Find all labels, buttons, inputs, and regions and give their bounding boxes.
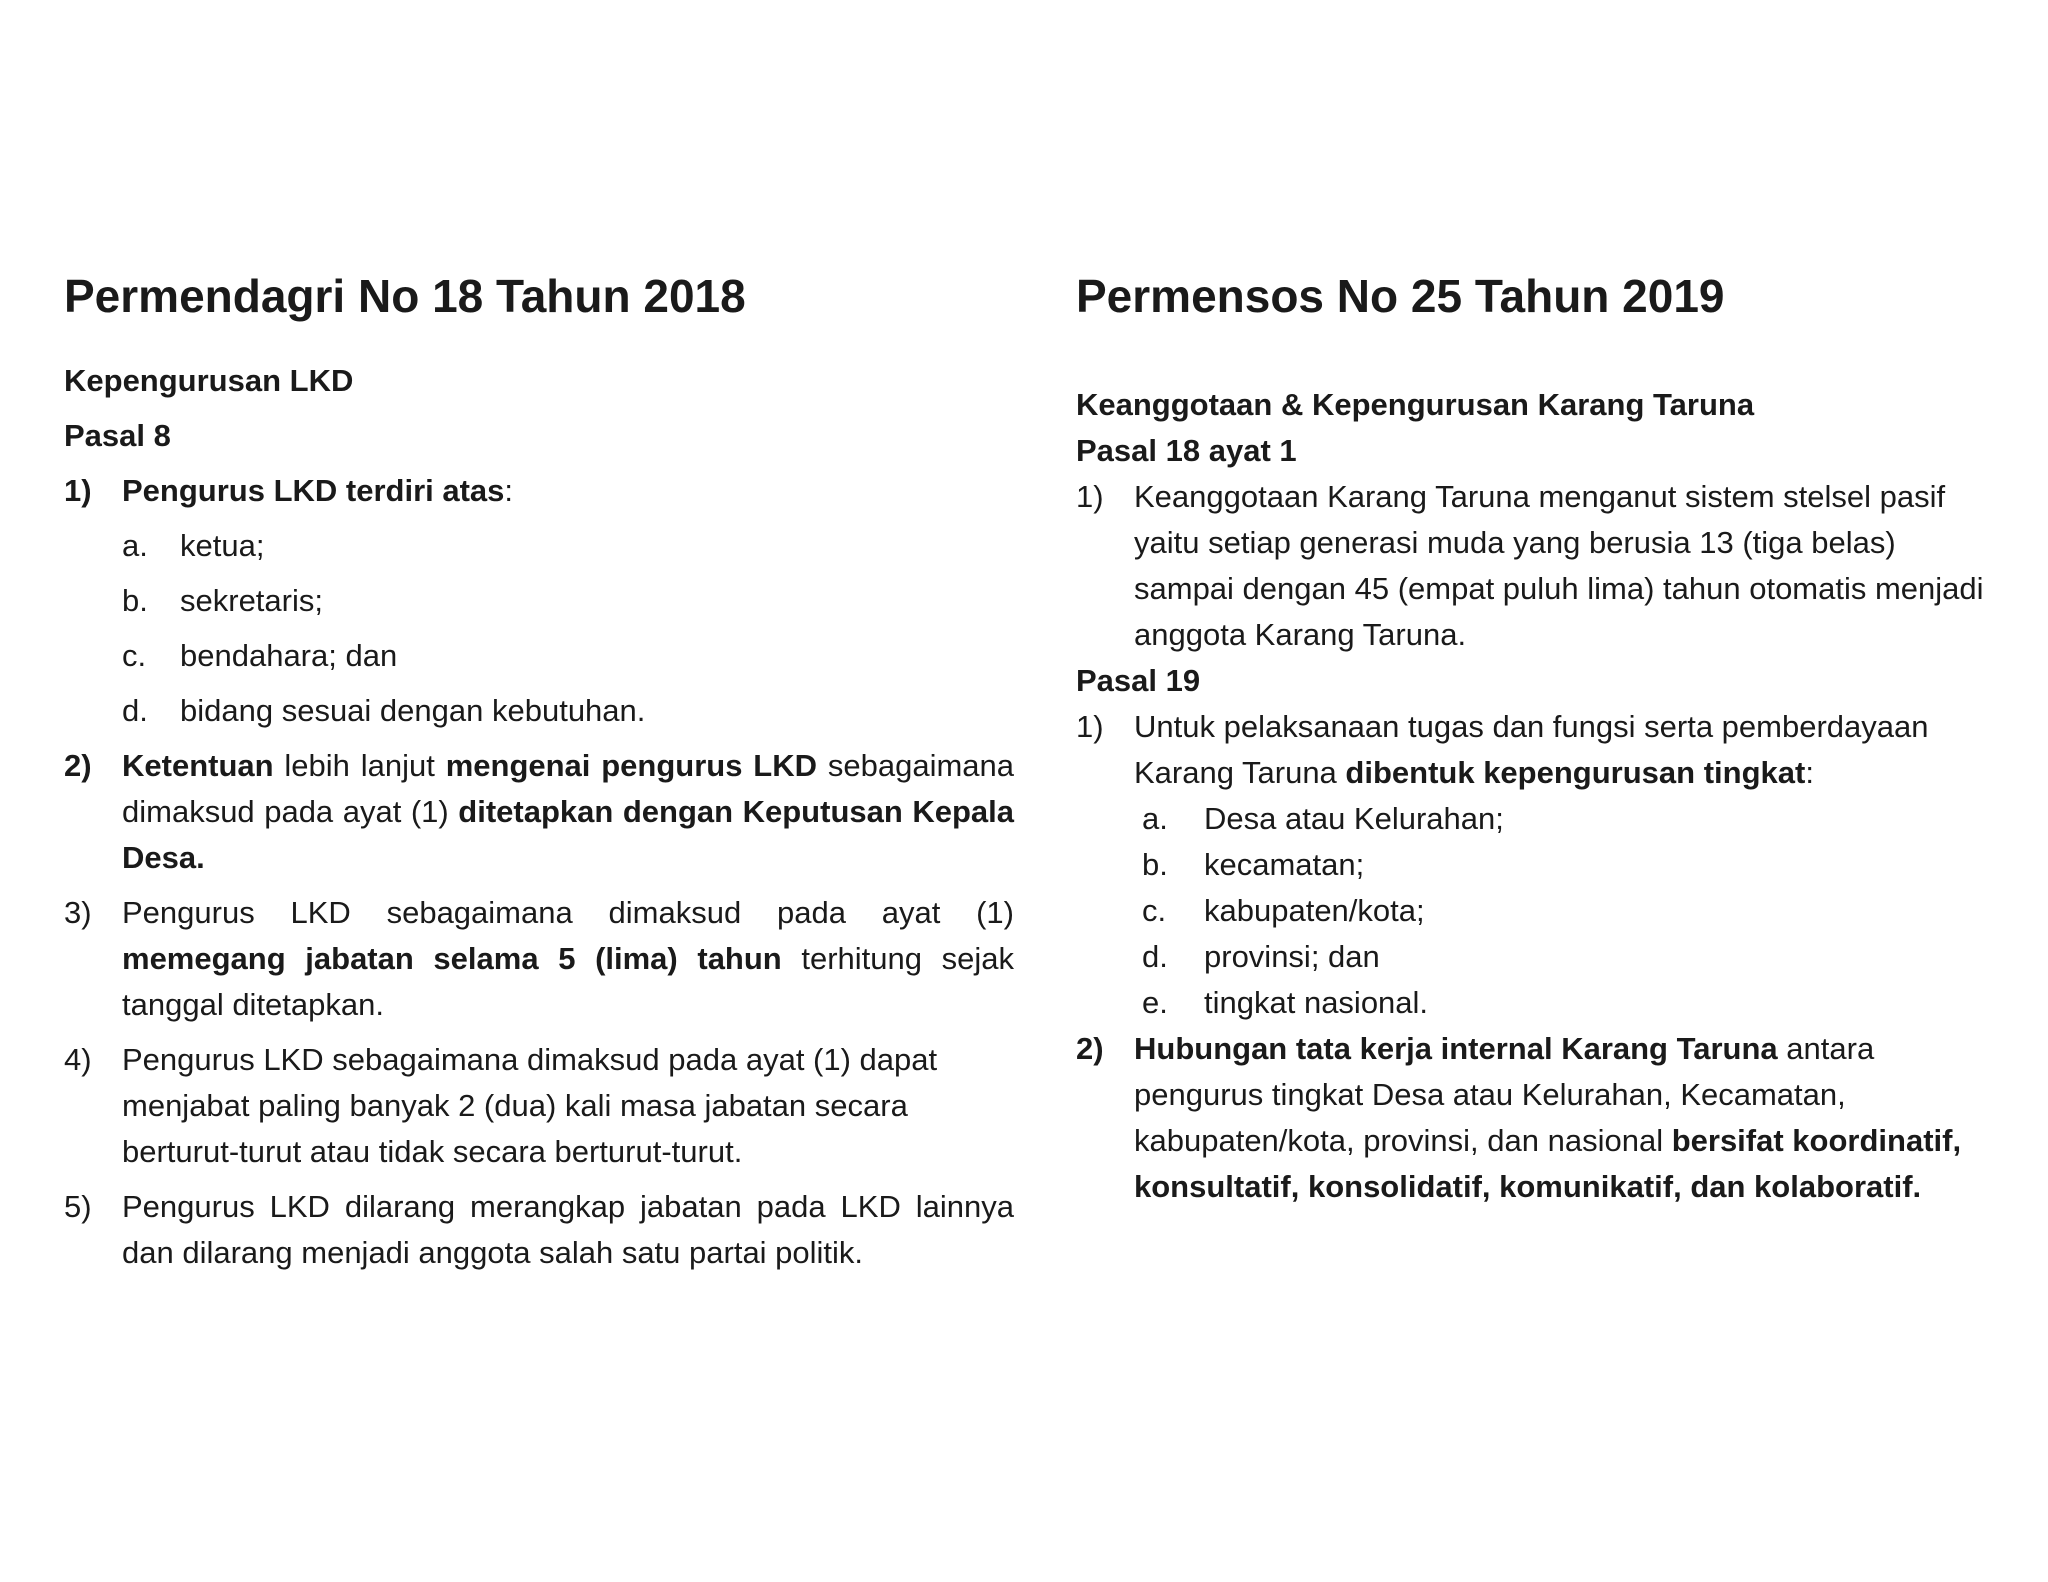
- right-pasal18-heading: Pasal 18 ayat 1: [1076, 433, 1297, 468]
- item-text: Pengurus LKD dilarang merangkap jabatan pada LKD lainnya dan dilarang menjadi anggota salah satu partai politik.: [122, 1189, 1014, 1270]
- subitem-text: bidang sesuai dengan kebutuhan.: [180, 693, 646, 728]
- item-text: Keanggotaan Karang Taruna menganut sistem stelsel pasif yaitu setiap generasi muda yang berusia 13 (tiga belas) sampai dengan 45 (empat puluh lima) tahun otomatis menjadi anggota Karang Taruna.: [1134, 479, 1984, 652]
- subitem-letter: e.: [1142, 985, 1168, 1020]
- item-number: 5): [64, 1189, 92, 1224]
- subitem-letter: c.: [122, 638, 147, 673]
- right-section-heading: Keanggotaan & Kepengurusan Karang Taruna: [1076, 387, 1755, 422]
- item-bold-text: mengenai pengurus LKD: [445, 748, 818, 783]
- item-bold-text: Pengurus LKD terdiri atas: [122, 473, 505, 508]
- left-item-4: [64, 1037, 1014, 1175]
- subitem-text: sekretaris;: [180, 583, 323, 618]
- right-subitem-e: [1076, 980, 1986, 1026]
- subitem-text: Desa atau Kelurahan;: [1204, 801, 1504, 836]
- left-section-heading: Kepengurusan LKD: [64, 363, 354, 398]
- item-bold-text: bersifat koordinatif, konsultatif, konsolidatif, komunikatif, dan kolaboratif.: [1134, 1123, 1962, 1204]
- right-subitem-b: [1076, 842, 1986, 888]
- item-number: 3): [64, 895, 92, 930]
- item-number: 4): [64, 1042, 92, 1077]
- item-bold-text: dibentuk kepengurusan tingkat: [1345, 755, 1806, 790]
- subitem-text: tingkat nasional.: [1204, 985, 1429, 1020]
- item-text: Untuk pelaksanaan tugas dan fungsi serta pemberdayaan Karang Taruna: [1134, 709, 1929, 790]
- subitem-letter: c.: [1142, 893, 1167, 928]
- left-column: [64, 268, 1014, 1276]
- subitem-text: kecamatan;: [1204, 847, 1365, 882]
- right-subitem-d: [1076, 934, 1986, 980]
- item-bold-text: Hubungan tata kerja internal Karang Taruna: [1134, 1031, 1778, 1066]
- item-text: terhitung sejak tanggal ditetapkan.: [122, 941, 1015, 1022]
- subitem-text: ketua;: [180, 528, 265, 563]
- right-title: Permensos No 25 Tahun 2019: [1076, 270, 1725, 322]
- subitem-text: bendahara; dan: [180, 638, 398, 673]
- item-text: :: [504, 473, 514, 508]
- left-subitem-b: [64, 578, 1014, 624]
- left-item-2: [64, 743, 1014, 881]
- left-title: Permendagri No 18 Tahun 2018: [64, 270, 746, 322]
- left-item-1: [64, 468, 1014, 514]
- left-item-3: [64, 890, 1014, 1028]
- subitem-text: kabupaten/kota;: [1204, 893, 1425, 928]
- item-number: 2): [1076, 1031, 1104, 1066]
- right-subitem-a: [1076, 796, 1986, 842]
- right-item-18-1: [1076, 474, 1986, 658]
- subitem-text: provinsi; dan: [1204, 939, 1380, 974]
- subitem-letter: b.: [122, 583, 148, 618]
- left-subitem-a: [64, 523, 1014, 569]
- subitem-letter: d.: [122, 693, 148, 728]
- right-subitem-c: [1076, 888, 1986, 934]
- item-bold-text: memegang jabatan selama 5 (lima) tahun: [122, 941, 782, 976]
- right-item-19-1: [1076, 704, 1986, 796]
- item-text: :: [1805, 755, 1814, 790]
- item-number: 1): [1076, 709, 1104, 744]
- right-column: [1076, 268, 1986, 1210]
- subitem-letter: d.: [1142, 939, 1168, 974]
- item-bold-text: ditetapkan dengan Keputusan Kepala Desa.: [122, 794, 1014, 875]
- right-item-19-2: [1076, 1026, 1986, 1210]
- subitem-letter: a.: [122, 528, 148, 563]
- item-number: 1): [64, 473, 92, 508]
- item-bold-text: Ketentuan: [122, 748, 274, 783]
- left-item-5: [64, 1184, 1014, 1276]
- item-text: Pengurus LKD sebagaimana dimaksud pada ayat (1): [122, 895, 1014, 930]
- item-text: lebih lanjut: [273, 748, 446, 783]
- item-number: 2): [64, 748, 92, 783]
- subitem-letter: a.: [1142, 801, 1168, 836]
- item-number: 1): [1076, 479, 1104, 514]
- subitem-letter: b.: [1142, 847, 1168, 882]
- left-subitem-d: [64, 688, 1014, 734]
- item-text: sebagaimana dimaksud pada ayat (1): [122, 748, 1015, 829]
- left-pasal-heading: Pasal 8: [64, 418, 171, 453]
- left-subitem-c: [64, 633, 1014, 679]
- item-text: antara pengurus tingkat Desa atau Kelurahan, Kecamatan, kabupaten/kota, provinsi, dan nasional: [1134, 1031, 1875, 1158]
- item-text: Pengurus LKD sebagaimana dimaksud pada ayat (1) dapat menjabat paling banyak 2 (dua) kali masa jabatan secara berturut-turut atau tidak secara berturut-turut.: [122, 1042, 938, 1169]
- right-pasal19-heading: Pasal 19: [1076, 663, 1201, 698]
